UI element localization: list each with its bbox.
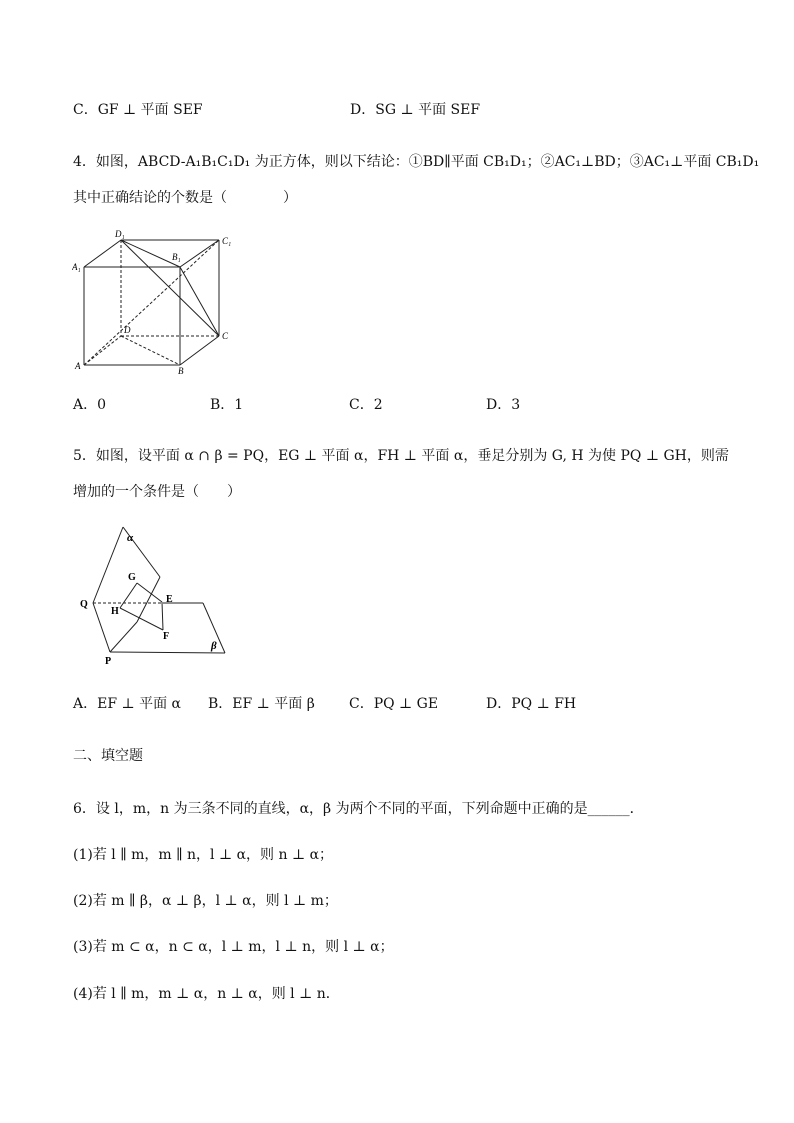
label-p: P — [105, 656, 112, 667]
q6-item-1: (1)若 l ∥ m，m ∥ n，l ⊥ α，则 n ⊥ α； — [73, 847, 334, 863]
q3-option-d: D．SG ⊥ 平面 SEF — [350, 102, 481, 118]
q5-stem-line2: 增加的一个条件是（ ） — [73, 484, 241, 500]
q6-item-2: (2)若 m ∥ β，α ⊥ β，l ⊥ α，则 l ⊥ m； — [73, 893, 338, 909]
q5-stem-line1: 5．如图，设平面 α ∩ β = PQ，EG ⊥ 平面 α，FH ⊥ 平面 α，垂足分别为 G, H 为使 PQ ⊥ GH，则需 — [73, 448, 729, 464]
q5-option-d: D．PQ ⊥ FH — [486, 696, 577, 712]
label-a: A — [75, 361, 81, 371]
label-alpha: α — [127, 532, 134, 544]
q4-option-b: B．1 — [210, 397, 244, 413]
q4-option-a: A．0 — [73, 397, 107, 413]
q5-option-b: B．EF ⊥ 平面 β — [208, 696, 315, 712]
q6-item-4: (4)若 l ∥ m，m ⊥ α，n ⊥ α，则 l ⊥ n． — [73, 986, 340, 1002]
label-b1: B₁ — [172, 252, 181, 262]
label-g: G — [128, 572, 136, 583]
q4-option-c: C．2 — [349, 397, 383, 413]
label-f: F — [163, 631, 170, 642]
label-d: D — [124, 325, 131, 335]
q4-option-d: D．3 — [486, 397, 521, 413]
label-beta: β — [211, 640, 217, 652]
planes-figure — [75, 522, 235, 667]
label-e: E — [166, 594, 173, 605]
label-h: H — [111, 606, 119, 617]
section-title: 二、填空题 — [73, 748, 143, 764]
q3-option-c: C．GF ⊥ 平面 SEF — [73, 102, 203, 118]
q5-option-c: C．PQ ⊥ GE — [349, 696, 439, 712]
q4-stem-line2: 其中正确结论的个数是（ ） — [73, 190, 297, 206]
label-d1: D₁ — [115, 229, 125, 239]
q5-option-a: A．EF ⊥ 平面 α — [73, 696, 182, 712]
q6-stem: 6．设 l，m，n 为三条不同的直线，α，β 为两个不同的平面，下列命题中正确的是______． — [73, 801, 644, 817]
label-q: Q — [80, 599, 88, 610]
q6-item-3: (3)若 m ⊂ α，n ⊂ α，l ⊥ m，l ⊥ n，则 l ⊥ α； — [73, 939, 394, 955]
label-c: C — [222, 331, 229, 341]
label-c1: C₁ — [222, 236, 232, 246]
label-b: B — [178, 366, 184, 376]
cube-figure — [72, 228, 242, 378]
q4-stem-line1: 4．如图，ABCD-A₁B₁C₁D₁ 为正方体，则以下结论：①BD∥平面 CB₁D₁；②AC₁⊥BD；③AC₁⊥平面 CB₁D₁ — [73, 154, 760, 170]
label-a1: A₁ — [72, 262, 81, 272]
